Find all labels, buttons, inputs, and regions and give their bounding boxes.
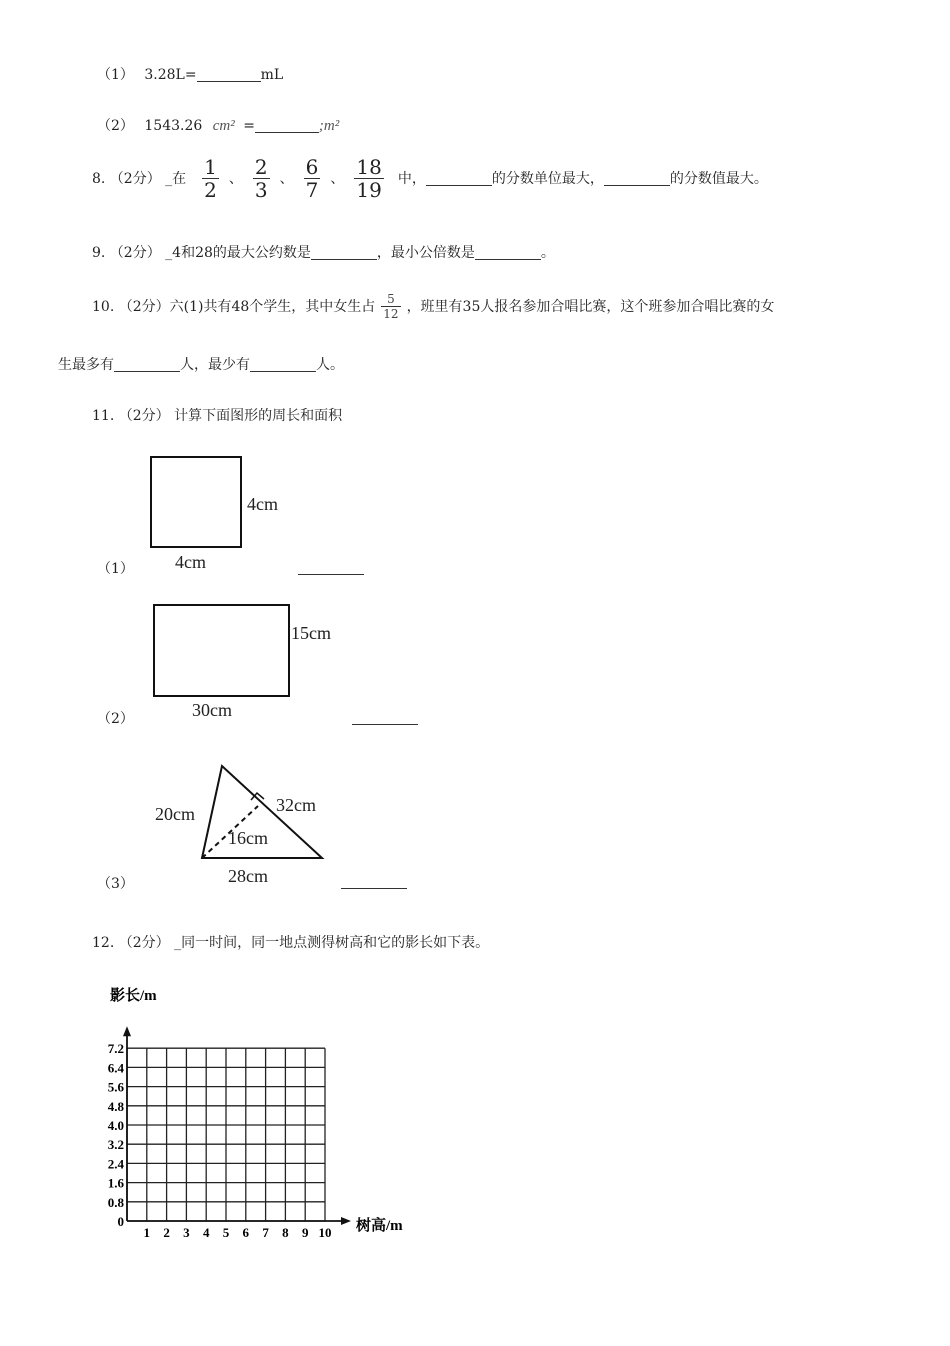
y-tick-label: 2.4	[107, 1156, 124, 1172]
chart-y-axis-label: 影长/m	[110, 988, 157, 1004]
q7-part2: （2） 1543.26 cm² = ;m²	[97, 118, 340, 134]
q10-line1: 10. （2分）六(1)共有48个学生，其中女生占 $\frac{5}{12}$ ，班里有35人报名参加合唱比赛，这个班参加合唱比赛的女	[92, 291, 775, 321]
x-tick-label: 10	[318, 1225, 332, 1240]
triangle-height-label: 16cm	[228, 828, 268, 848]
y-tick-label: 6.4	[107, 1060, 124, 1076]
x-tick-label: 9	[301, 1225, 309, 1240]
triangle-bottom-label: 28cm	[228, 866, 268, 886]
q10-line2: 生最多有 人，最少有 人。	[58, 357, 344, 373]
answer-blank[interactable]	[311, 245, 377, 260]
y-tick-label: 1.6	[107, 1175, 124, 1191]
x-axis-arrow-icon	[341, 1217, 351, 1225]
triangle-right-label: 32cm	[276, 795, 316, 815]
answer-blank[interactable]	[114, 357, 180, 372]
x-tick-label: 8	[282, 1225, 289, 1240]
x-tick-label: 2	[163, 1225, 170, 1240]
square-figure	[150, 456, 242, 548]
y-axis-arrow-icon	[123, 1026, 131, 1036]
q11-title: 11. （2分） 计算下面图形的周长和面积	[92, 408, 343, 424]
q12-title: 12. （2分） _同一时间，同一地点测得树高和它的影长如下表。	[92, 935, 490, 951]
answer-blank[interactable]	[341, 874, 407, 889]
q9: 9. （2分） _4和28的最大公约数是 ，最小公倍数是 。	[92, 245, 555, 261]
y-tick-label: 4.0	[107, 1118, 124, 1133]
answer-blank[interactable]	[475, 245, 541, 260]
y-tick-label: 7.2	[107, 1041, 124, 1057]
x-tick-label: 4	[202, 1225, 210, 1240]
fraction: $\frac{18}{19}$	[356, 154, 382, 202]
grid-chart	[100, 980, 430, 1250]
fraction: $\frac{1}{2}$	[204, 154, 217, 202]
y-tick-label: 5.6	[107, 1079, 124, 1095]
triangle-left-label: 20cm	[155, 804, 195, 824]
q8: 8. （2分） _在 $\frac{1}{2}$ 、 $\frac{2}{3}$ 、 $\frac{6}{7}$ 、 $\frac{18}{19}$ 中， 的分数单位最大， 的分数值最大。	[92, 154, 768, 202]
x-tick-label: 5	[222, 1225, 230, 1240]
y-tick-label: 4.8	[107, 1098, 124, 1114]
y-tick-label: 0.8	[107, 1194, 124, 1210]
q11-p1-number: （1）	[97, 561, 134, 577]
answer-blank[interactable]	[298, 560, 364, 575]
fraction: $\frac{6}{7}$	[305, 154, 319, 202]
x-tick-label: 7	[262, 1225, 269, 1240]
q11-p2-number: （2）	[97, 711, 134, 727]
rectangle-figure	[153, 604, 290, 697]
chart-x-axis-label: 树高/m	[356, 1218, 403, 1234]
square-bottom-label: 4cm	[175, 552, 206, 572]
y-tick-label: 3.2	[107, 1137, 124, 1153]
q7-part1: （1） 3.28L= mL	[97, 67, 284, 83]
fraction: $\frac{5}{12}$	[383, 291, 399, 321]
answer-blank[interactable]	[250, 357, 316, 372]
x-tick-label: 6	[242, 1225, 250, 1240]
answer-blank[interactable]	[426, 171, 492, 186]
y-tick-label: 0	[117, 1214, 124, 1229]
x-tick-label: 3	[183, 1225, 190, 1240]
answer-blank[interactable]	[197, 67, 261, 82]
rectangle-side-label: 15cm	[291, 623, 331, 643]
x-tick-label: 1	[143, 1225, 151, 1240]
q11-p3-number: （3）	[97, 876, 134, 892]
square-side-label: 4cm	[247, 494, 278, 514]
answer-blank[interactable]	[255, 118, 319, 133]
answer-blank[interactable]	[352, 710, 418, 725]
rectangle-bottom-label: 30cm	[192, 700, 232, 720]
answer-blank[interactable]	[604, 171, 670, 186]
fraction: $\frac{2}{3}$	[254, 154, 268, 202]
